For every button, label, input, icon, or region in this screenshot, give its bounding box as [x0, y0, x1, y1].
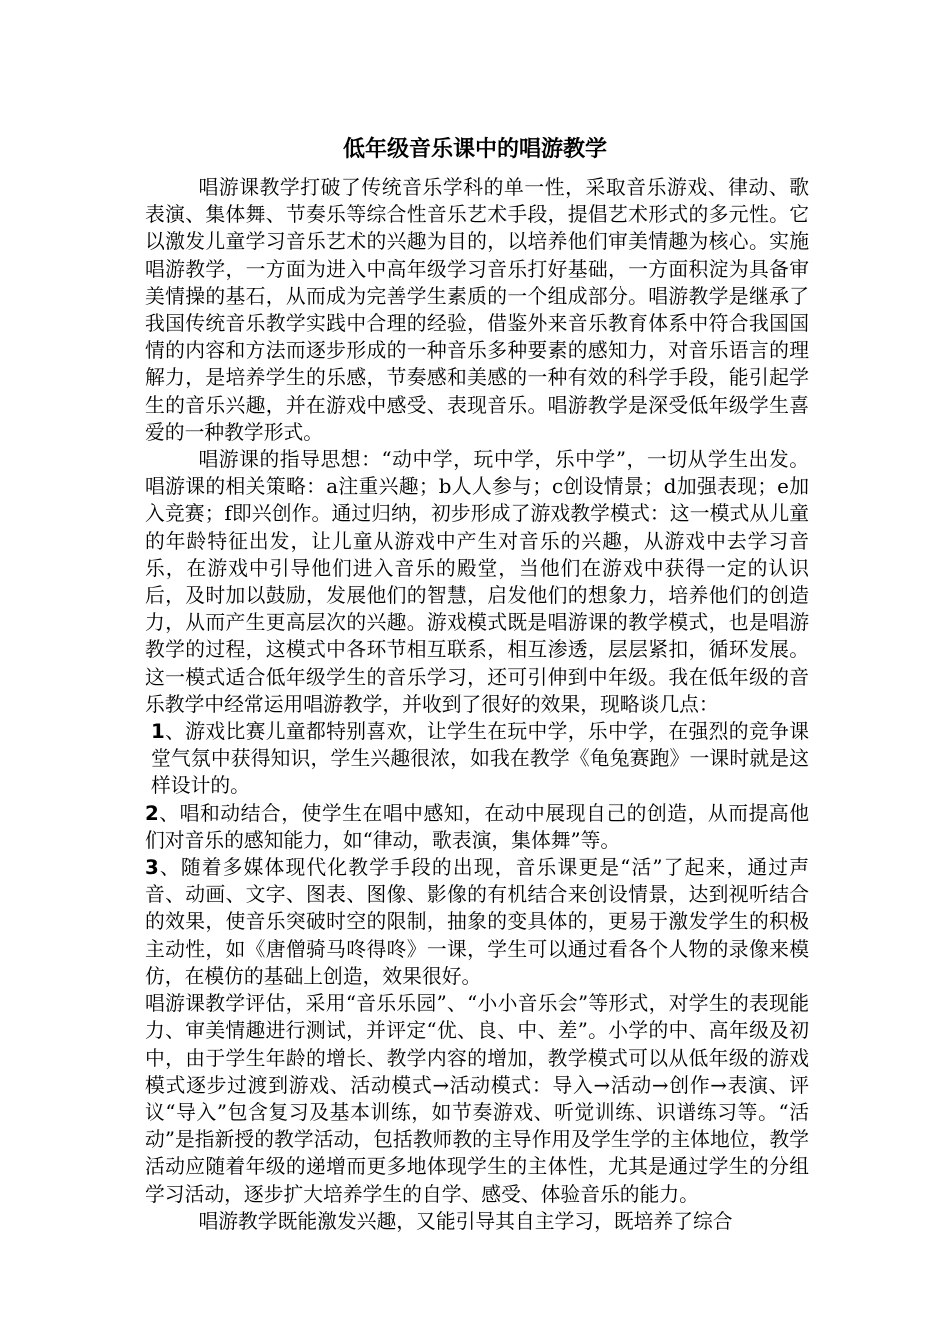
list-item-number: 3 [145, 856, 159, 880]
list-item-1 [145, 718, 809, 800]
document-body [145, 174, 809, 1235]
paragraph-guiding-ideas: 唱游课的指导思想：“动中学，玩中学，乐中学”，一切从学生出发。唱游课的相关策略：a注重兴趣；b人人参与；c创设情景；d加强表现；e加入竞赛；f即兴创作。通过归纳，初步形成了游戏教学模式：这一模式从儿童的年龄特征出发，让儿童从游戏中产生对音乐的兴趣，从游戏中去学习音乐，在游戏中引导他们进入音乐的殿堂，当他们在游戏中获得一定的认识后，及时加以鼓励，发展他们的智慧，启发他们的想象力，培养他们的创造力，从而产生更高层次的兴趣。游戏模式既是唱游课的教学模式，也是唱游教学的过程，这模式中各环节相互联系，相互渗透，层层紧扣，循环发展。这一模式适合低年级学生的音乐学习，还可引伸到中年级。我在低年级的音乐教学中经常运用唱游教学，并收到了很好的效果，现略谈几点： [145, 448, 809, 716]
paragraph-intro: 唱游课教学打破了传统音乐学科的单一性，采取音乐游戏、律动、歌表演、集体舞、节奏乐等综合性音乐艺术手段，提倡艺术形式的多元性。它以激发儿童学习音乐艺术的兴趣为目的，以培养他们审美情趣为核心。实施唱游教学，一方面为进入中高年级学习音乐打好基础，一方面积淀为具备审美情操的基石，从而成为完善学生素质的一个组成部分。唱游教学是继承了我国传统音乐教学实践中合理的经验，借鉴外来音乐教育体系中符合我国国情的内容和方法而逐步形成的一种音乐多种要素的感知力，对音乐语言的理解力，是培养学生的乐感，节奏感和美感的一种有效的科学手段，能引起学生的音乐兴趣，并在游戏中感受、表现音乐。唱游教学是深受低年级学生喜爱的一种教学形式。 [145, 176, 809, 444]
list-item-2 [145, 800, 809, 854]
list-item-number: 1 [151, 720, 165, 744]
list-item-text: 、随着多媒体现代化教学手段的出现，音乐课更是“活”了起来，通过声音、动画、文字、图表、图像、影像的有机结合来创设情景，达到视听结合的效果，使音乐突破时空的限制，抽象的变具体的，更易于激发学生的积极主动性，如《唐僧骑马咚得咚》一课，学生可以通过看各个人物的录像来模仿，在模仿的基础上创造，效果很好。 [145, 856, 809, 988]
list-item-number: 2 [145, 801, 159, 825]
list-item-text: 、游戏比赛儿童都特别喜欢，让学生在玩中学，乐中学，在强烈的竞争课堂气氛中获得知识，学生兴趣很浓，如我在教学《龟兔赛跑》一课时就是这样设计的。 [151, 720, 809, 798]
list-item-3 [145, 854, 809, 990]
paragraph-evaluation: 唱游课教学评估，采用“音乐乐园”、“小小音乐会”等形式，对学生的表现能力、审美情趣进行测试，并评定“优、良、中、差”。小学的中、高年级及初中，由于学生年龄的增长、教学内容的增加，教学模式可以从低年级的游戏模式逐步过渡到游戏、活动模式→活动模式：导入→活动→创作→表演、评议“导入”包含复习及基本训练，如节奏游戏、听觉训练、识谱练习等。“活动”是指新授的教学活动，包括教师教的主导作用及学生学的主体地位，教学活动应随着年级的递增而更多地体现学生的主体性，尤其是通过学生的分组学习活动，逐步扩大培养学生的自学、感受、体验音乐的能力。 [145, 992, 809, 1206]
list-item-text: 、唱和动结合，使学生在唱中感知，在动中展现自己的创造，从而提高他们对音乐的感知能力，如“律动，歌表演，集体舞”等。 [145, 801, 809, 852]
document-title: 低年级音乐课中的唱游教学 [342, 137, 607, 162]
paragraph-conclusion: 唱游教学既能激发兴趣，又能引导其自主学习，既培养了综合 [198, 1209, 733, 1233]
